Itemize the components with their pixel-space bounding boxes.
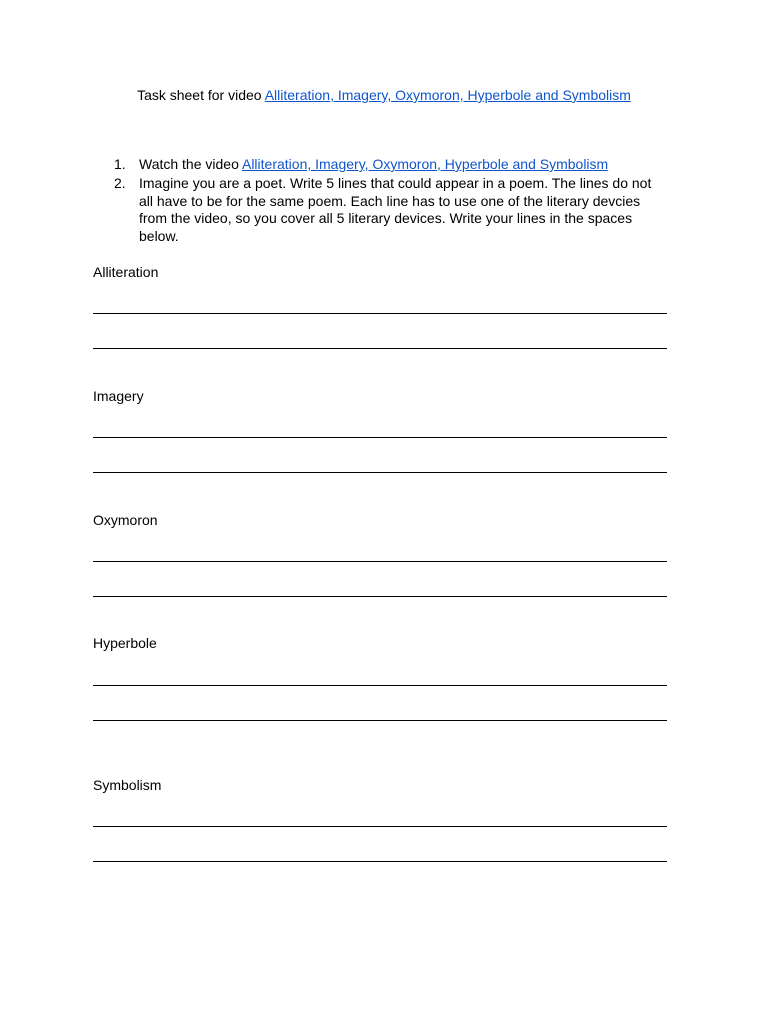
instruction-2-text: Imagine you are a poet. Write 5 lines that could appear in a poem. The lines do not all have to be for the same poem. Each line has to use one of the literary devcies from the video, so you cover all 5 literary devices. Write your lines in the spaces below.	[139, 175, 652, 244]
section-label-imagery: Imagery	[93, 388, 144, 404]
instruction-item-2	[114, 175, 674, 247]
section-label-hyperbole: Hyperbole	[93, 635, 157, 651]
instruction-number: 1.	[114, 156, 126, 172]
answer-line[interactable]	[93, 596, 667, 597]
instruction-text	[139, 156, 669, 174]
video-link[interactable]: Alliteration, Imagery, Oxymoron, Hyperbole and Symbolism	[241, 156, 609, 172]
instruction-1-text: Watch the video	[139, 156, 242, 172]
answer-line[interactable]	[93, 720, 667, 721]
section-label-symbolism: Symbolism	[93, 777, 162, 793]
page-title	[0, 86, 768, 104]
video-title-link[interactable]: Alliteration, Imagery, Oxymoron, Hyperbole and Symbolism	[264, 87, 631, 103]
title-prefix: Task sheet for video	[137, 87, 265, 103]
answer-line[interactable]	[93, 826, 667, 827]
section-label-oxymoron: Oxymoron	[93, 512, 158, 528]
answer-line[interactable]	[93, 861, 667, 862]
answer-line[interactable]	[93, 313, 667, 314]
answer-line[interactable]	[93, 685, 667, 686]
instruction-number: 2.	[114, 175, 126, 191]
answer-line[interactable]	[93, 472, 667, 473]
answer-line[interactable]	[93, 561, 667, 562]
instruction-item-1	[114, 156, 674, 174]
answer-line[interactable]	[93, 348, 667, 349]
answer-line[interactable]	[93, 437, 667, 438]
section-label-alliteration: Alliteration	[93, 264, 159, 280]
